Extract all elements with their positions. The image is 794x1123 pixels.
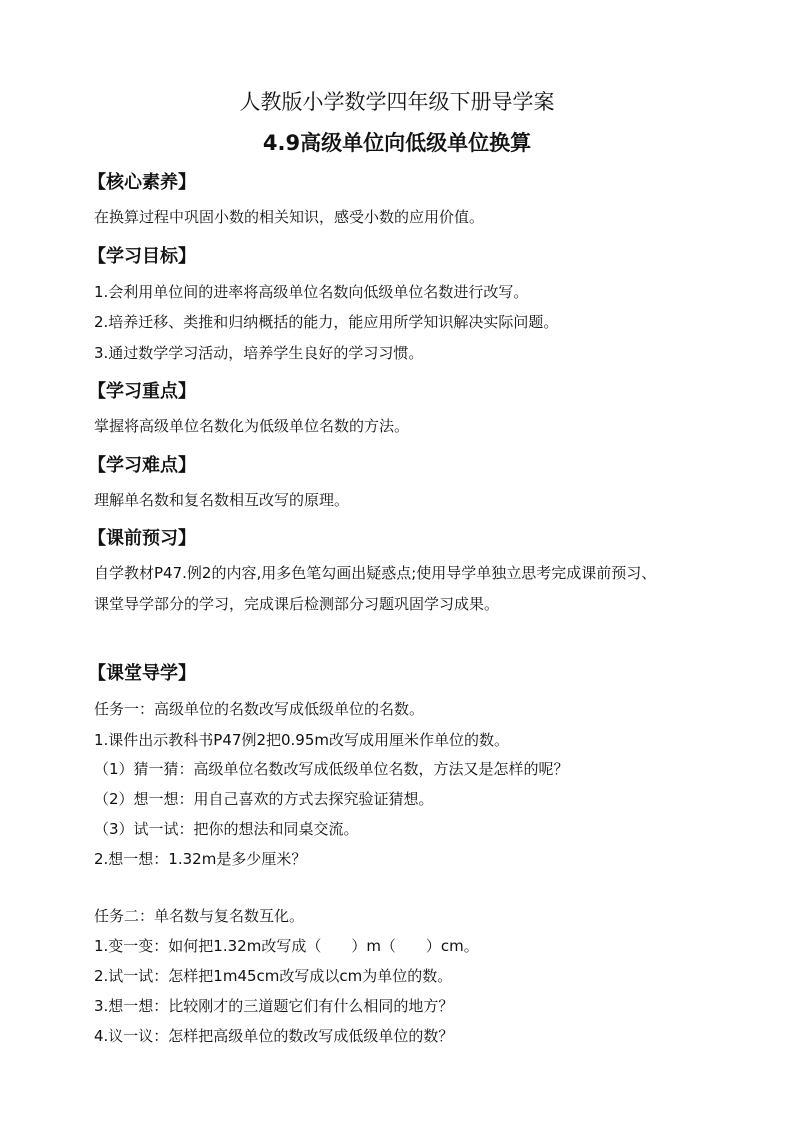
document-title: 人教版小学数学四年级下册导学案 xyxy=(239,90,555,114)
goals-line-1: 1.会利用单位间的进率将高级单位名数向低级单位名数进行改写。 xyxy=(94,283,529,301)
key-line-1: 掌握将高级单位名数化为低级单位名数的方法。 xyxy=(94,417,410,435)
task2-line-3: 2.试一试：怎样把1m45cm改写成以cm为单位的数。 xyxy=(94,967,453,985)
preview-line-1: 自学教材P47.例2的内容,用多色笔勾画出疑惑点;使用导学单独立思考完成课前预习、 xyxy=(94,564,657,582)
task2-line-4: 3.想一想：比较刚才的三道题它们有什么相同的地方？ xyxy=(94,997,454,1015)
task2-line-5: 4.议一议：怎样把高级单位的数改写成低级单位的数？ xyxy=(94,1027,454,1045)
section-heading-difficult: 【学习难点】 xyxy=(88,455,196,476)
task1-line-6: 2.想一想：1.32m是多少厘米？ xyxy=(94,850,307,868)
task1-line-3: （1）猜一猜：高级单位名数改写成低级单位名数，方法又是怎样的呢？ xyxy=(94,760,569,778)
lesson-title: 4.9高级单位向低级单位换算 xyxy=(262,131,532,155)
section-heading-core: 【核心素养】 xyxy=(88,172,196,193)
section-heading-preview: 【课前预习】 xyxy=(88,528,196,549)
difficult-line-1: 理解单名数和复名数相互改写的原理。 xyxy=(94,491,350,509)
task1-line-2: 1.课件出示教科书P47例2把0.95m改写成用厘米作单位的数。 xyxy=(94,731,509,749)
task2-line-2: 1.变一变：如何把1.32m改写成（ ）m（ ）cm。 xyxy=(94,937,479,955)
task1-line-5: （3）试一试：把你的想法和同桌交流。 xyxy=(94,820,359,838)
task2-line-1: 任务二：单名数与复名数互化。 xyxy=(94,907,305,925)
preview-line-2: 课堂导学部分的学习，完成课后检测部分习题巩固学习成果。 xyxy=(94,595,500,613)
goals-line-2: 2.培养迁移、类推和归纳概括的能力，能应用所学知识解决实际问题。 xyxy=(94,313,559,331)
section-heading-key: 【学习重点】 xyxy=(88,381,196,402)
core-line-1: 在换算过程中巩固小数的相关知识，感受小数的应用价值。 xyxy=(94,208,485,226)
task1-line-4: （2）想一想：用自己喜欢的方式去探究验证猜想。 xyxy=(94,790,434,808)
task1-line-1: 任务一：高级单位的名数改写成低级单位的名数。 xyxy=(94,700,425,718)
section-heading-goals: 【学习目标】 xyxy=(88,246,196,267)
section-heading-guide: 【课堂导学】 xyxy=(88,663,196,684)
goals-line-3: 3.通过数学学习活动，培养学生良好的学习习惯。 xyxy=(94,344,424,362)
